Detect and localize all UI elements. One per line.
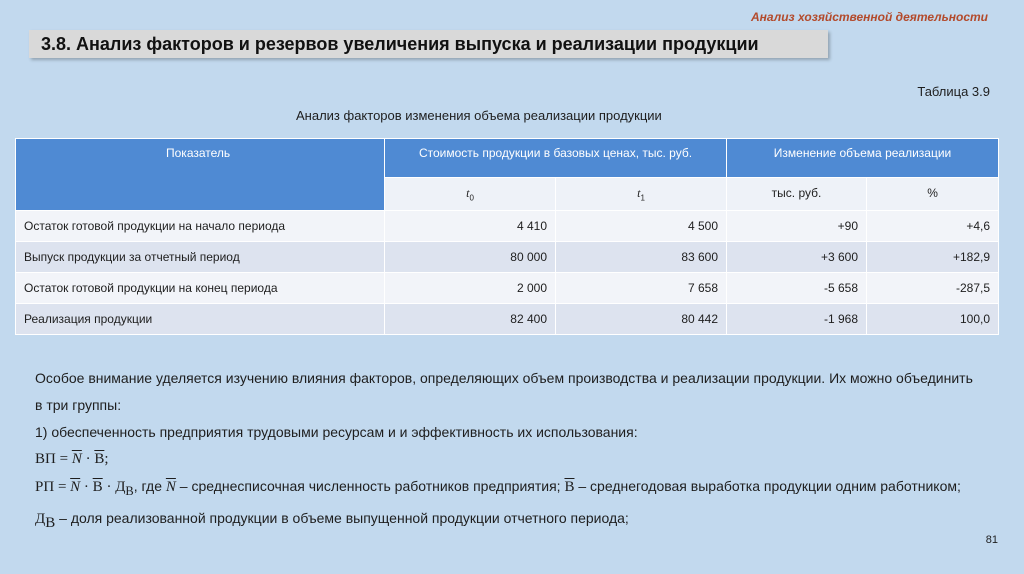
header-t1: $t_1$ — [556, 178, 727, 211]
cell-rub: +90 — [727, 211, 867, 242]
body-text — [35, 365, 975, 537]
header-indicator: Показатель — [16, 139, 385, 211]
row-label: Остаток готовой продукции на начало периода — [16, 211, 385, 242]
cell-rub: +3 600 — [727, 242, 867, 273]
row-label: Выпуск продукции за отчетный период — [16, 242, 385, 273]
header-rub: тыс. руб. — [727, 178, 867, 211]
cell-t1: 83 600 — [556, 242, 727, 273]
cell-t0: 4 410 — [385, 211, 556, 242]
table-row — [16, 273, 999, 304]
cell-t0: 80 000 — [385, 242, 556, 273]
page-title: 3.8. Анализ факторов и резервов увеличения выпуска и реализации продукции — [41, 34, 759, 54]
table-caption: Анализ факторов изменения объема реализации продукции — [296, 108, 662, 123]
factors-table — [15, 138, 999, 335]
table-number: Таблица 3.9 — [917, 84, 990, 99]
group-1-paragraph: 1) обеспеченность предприятия трудовыми ресурсам и и эффективность их использования: — [35, 424, 638, 440]
header-note: Анализ хозяйственной деятельности — [751, 10, 988, 24]
formula-rp: РП = $\overline{N} \cdot В \cdot Д_В$, где $\overline{N}$ – среднесписочная численность работников предприятия; В – среднегодовая выработка продукции одним работником; $Д_В$ – доля реализованной продукции в объеме выпущенной продукции отчетного периода; — [35, 478, 961, 531]
cell-rub: -1 968 — [727, 304, 867, 335]
cell-pct: 100,0 — [867, 304, 999, 335]
cell-t1: 7 658 — [556, 273, 727, 304]
row-label: Остаток готовой продукции на конец периода — [16, 273, 385, 304]
row-label: Реализация продукции — [16, 304, 385, 335]
table-row — [16, 304, 999, 335]
header-cost: Стоимость продукции в базовых ценах, тыс. руб. — [385, 139, 727, 178]
table-row — [16, 242, 999, 273]
table-row — [16, 211, 999, 242]
cell-t1: 4 500 — [556, 211, 727, 242]
cell-pct: -287,5 — [867, 273, 999, 304]
cell-t0: 2 000 — [385, 273, 556, 304]
cell-t0: 82 400 — [385, 304, 556, 335]
cell-pct: +4,6 — [867, 211, 999, 242]
formula-vp: ВП = $\overline{N} \cdot В$; — [35, 451, 109, 467]
cell-t1: 80 442 — [556, 304, 727, 335]
cell-rub: -5 658 — [727, 273, 867, 304]
header-pct: % — [867, 178, 999, 211]
title-bar — [29, 30, 828, 58]
cell-pct: +182,9 — [867, 242, 999, 273]
intro-paragraph: Особое внимание уделяется изучению влияния факторов, определяющих объем производства и реализации продукции. Их можно объединить в три группы: — [35, 370, 973, 413]
page-number: 81 — [985, 534, 998, 546]
header-change: Изменение объема реализации — [727, 139, 999, 178]
header-t0: $t_0$ — [385, 178, 556, 211]
